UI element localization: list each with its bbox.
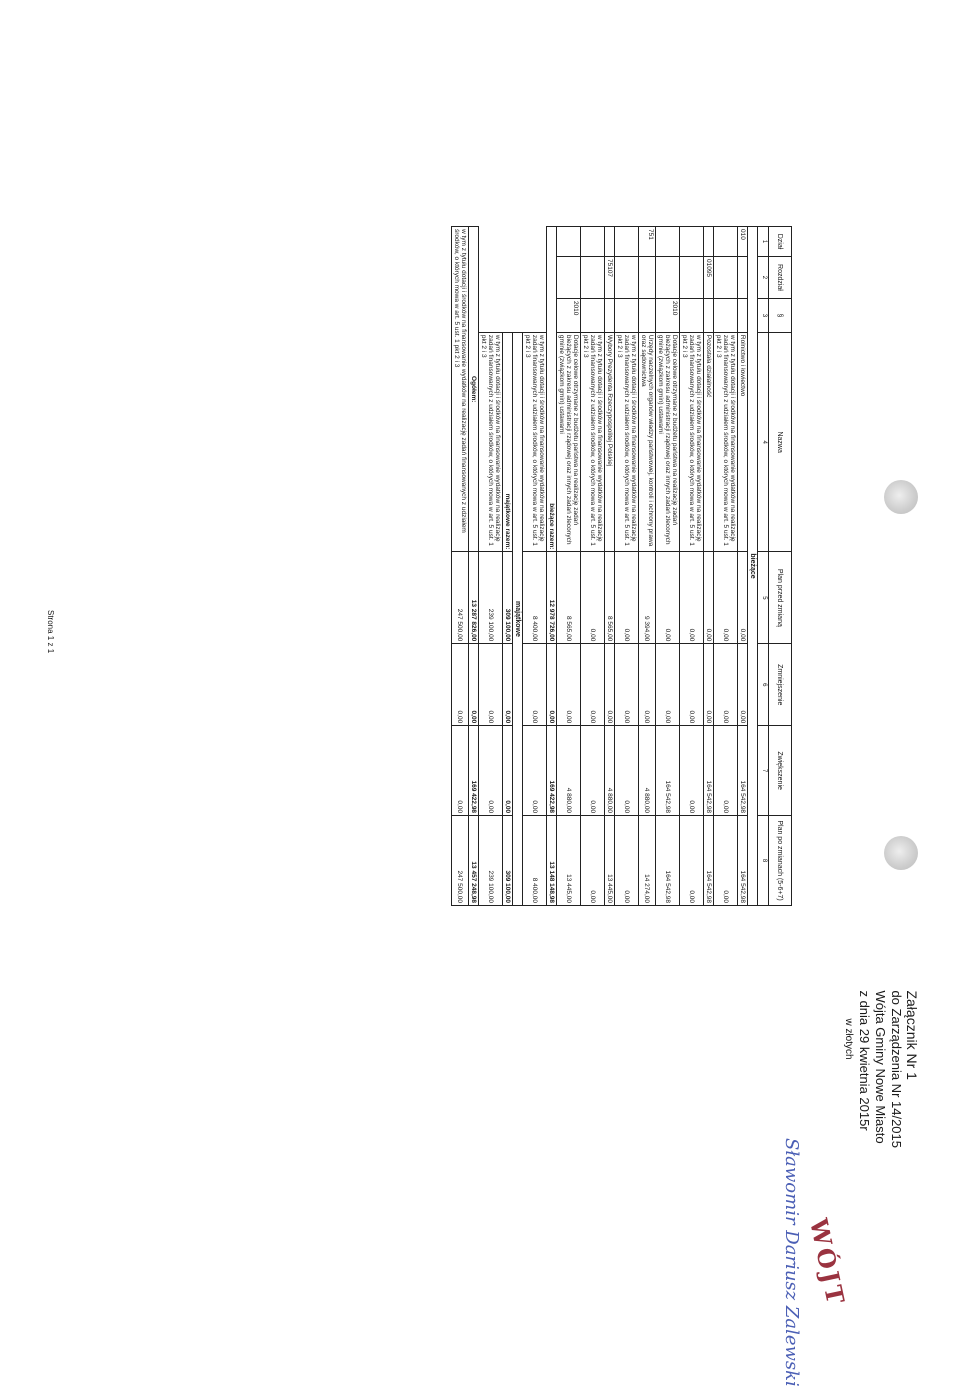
col-header: Plan po zmianach (5-6+7) [769,816,792,906]
col-header: § [769,298,792,332]
plan-before-cell: 0,00 [656,552,680,644]
name-cell: Rolnictwo i łowiectwo [738,332,748,552]
paragraph-cell [605,298,615,332]
name-cell: Pozostała działalność [704,332,714,552]
header-unit: w złotych [843,1018,854,1060]
plan-after-cell: 164 542,98 [656,816,680,906]
paragraph-cell [581,298,605,332]
current-total-row [547,227,557,906]
current-within-plan: 8 400,00 [523,552,547,644]
current-total-increase: 169 422,98 [547,726,557,816]
paragraph-cell [714,298,738,332]
property-within-decrease: 0,00 [479,644,503,726]
signature-name: Sławomir Dariusz Zalewski [781,1138,802,1387]
increase-cell: 4 880,00 [639,726,656,816]
spacer-cell [513,227,523,333]
increase-cell: 0,00 [714,726,738,816]
table-row [714,227,738,906]
dzial-cell [714,227,738,257]
section-current: bieżące [748,227,758,906]
decrease-cell: 0,00 [704,644,714,726]
grand-within-after: 247 500,00 [452,816,469,906]
plan-after-cell: 0,00 [680,816,704,906]
attachment-header [840,990,920,1148]
plan-before-cell: 8 565,00 [557,552,581,644]
header-line-2: do Zarządzenia Nr 14/2015 [889,990,904,1148]
current-within-after: 8 400,00 [523,816,547,906]
table-number-row [758,227,769,906]
header-line-1: Załącznik Nr 1 [904,990,920,1080]
page-footer: Strona 1 z 1 [46,610,55,654]
plan-after-cell: 0,00 [581,816,605,906]
property-within-increase: 0,00 [479,726,503,816]
spacer-cell [523,227,547,333]
col-number: 3 [758,298,769,332]
plan-before-cell: 9 394,00 [639,552,656,644]
grand-within-increase: 0,00 [452,726,469,816]
plan-before-cell: 0,00 [738,552,748,644]
table-row [615,227,639,906]
property-within-after: 239 100,00 [479,816,503,906]
header-line-4: z dnia 29 kwietnia 2015r [857,990,872,1131]
col-number: 6 [758,644,769,726]
current-total-after: 13 148 148,98 [547,816,557,906]
col-header: Dział [769,227,792,257]
property-total-row [503,227,513,906]
section-property: majątkowe [513,332,523,905]
col-header: Zmniejszenie [769,644,792,726]
grand-total-label: Ogółem: [469,227,479,552]
plan-after-cell: 14 274,00 [639,816,656,906]
rozdzial-cell: 01095 [704,256,714,298]
table-row [581,227,605,906]
name-cell: Dotacje celowe otrzymane z budżetu państwa na realizację zadań bieżących z zakresu administracji rządowej oraz innych zadań zleconych gminie (związkom gmin) ustawami [557,332,581,552]
plan-after-cell: 164 542,98 [704,816,714,906]
paragraph-cell: 2010 [656,298,680,332]
current-total-decrease: 0,00 [547,644,557,726]
increase-cell: 0,00 [615,726,639,816]
section-current-row [748,227,758,906]
col-header: Zwiększenie [769,726,792,816]
property-within-plan: 239 100,00 [479,552,503,644]
dzial-cell [615,227,639,257]
grand-within-plan: 247 500,00 [452,552,469,644]
decrease-cell: 0,00 [581,644,605,726]
current-within-label: w tym z tytułu dotacji i środków na finansowanie wydatków na realizację zadań finansowanych z udziałem środków, o których mowa w art. 5 ust. 1 pkt 2 i 3 [523,332,547,552]
decrease-cell: 0,00 [680,644,704,726]
col-number: 1 [758,227,769,257]
plan-before-cell: 0,00 [581,552,605,644]
col-number: 7 [758,726,769,816]
name-cell: w tym z tytułu dotacji i środków na finansowanie wydatków na realizację zadań finansowanych z udziałem środków, o których mowa w art. 5 ust. 1 pkt 2 i 3 [615,332,639,552]
dzial-cell: 751 [639,227,656,257]
dzial-cell [704,227,714,257]
section-property-row [513,227,523,906]
table-row [738,227,748,906]
col-header: Rozdział [769,256,792,298]
decrease-cell: 0,00 [615,644,639,726]
rozdzial-cell [581,256,605,298]
property-total-increase: 0,00 [503,726,513,816]
signature-title: WÓJT [804,1215,851,1310]
rozdzial-cell [680,256,704,298]
increase-cell: 164 542,98 [656,726,680,816]
current-within-decrease: 0,00 [523,644,547,726]
decrease-cell: 0,00 [656,644,680,726]
plan-before-cell: 8 565,00 [605,552,615,644]
rozdzial-cell [714,256,738,298]
plan-after-cell: 13 445,00 [557,816,581,906]
paragraph-cell [680,298,704,332]
increase-cell: 164 542,98 [738,726,748,816]
table-row [704,227,714,906]
table-row [557,227,581,906]
rozdzial-cell [615,256,639,298]
property-total-decrease: 0,00 [503,644,513,726]
spacer-cell [503,227,513,333]
plan-before-cell: 0,00 [704,552,714,644]
property-within-label: w tym z tytułu dotacji i środków na finansowanie wydatków na realizację zadań finansowanych z udziałem środków, o których mowa w art. 5 ust. 1 pkt 2 i 3 [479,332,503,552]
plan-before-cell: 0,00 [680,552,704,644]
table-row [639,227,656,906]
current-within-row [523,227,547,906]
grand-total-row [469,227,479,906]
plan-after-cell: 13 445,00 [605,816,615,906]
paragraph-cell [639,298,656,332]
name-cell: w tym z tytułu dotacji i środków na finansowanie wydatków na realizację zadań finansowanych z udziałem środków, o których mowa w art. 5 ust. 1 pkt 2 i 3 [581,332,605,552]
decrease-cell: 0,00 [639,644,656,726]
plan-before-cell: 0,00 [714,552,738,644]
rozdzial-cell [738,256,748,298]
rozdzial-cell [639,256,656,298]
rozdzial-cell [656,256,680,298]
property-within-row [479,227,503,906]
dzial-cell [557,227,581,257]
grand-total-plan: 13 287 826,00 [469,552,479,644]
plan-after-cell: 0,00 [615,816,639,906]
paragraph-cell: 2010 [557,298,581,332]
paragraph-cell [704,298,714,332]
paragraph-cell [738,298,748,332]
increase-cell: 4 880,00 [557,726,581,816]
decrease-cell: 0,00 [557,644,581,726]
decrease-cell: 0,00 [738,644,748,726]
dzial-cell: 010 [738,227,748,257]
property-total-label: majątkowe razem: [503,332,513,552]
decrease-cell: 0,00 [605,644,615,726]
col-number: 5 [758,552,769,644]
name-cell: w tym z tytułu dotacji i środków na finansowanie wydatków na realizację zadań finansowanych z udziałem środków, o których mowa w art. 5 ust. 1 pkt 2 i 3 [714,332,738,552]
plan-after-cell: 0,00 [714,816,738,906]
increase-cell: 0,00 [581,726,605,816]
current-total-plan: 12 978 726,00 [547,552,557,644]
name-cell: Wybory Prezydenta Rzeczypospolitej Polskiej [605,332,615,552]
increase-cell: 164 542,98 [704,726,714,816]
col-number: 2 [758,256,769,298]
dzial-cell [680,227,704,257]
grand-within-label: w tym z tytułu dotacji i środków na finansowanie wydatków na realizację zadań finansowanych z udziałem środków, o których mowa w art. 5 ust. 1 pkt 2 i 3 [452,227,469,552]
current-total-label: bieżące razem: [547,227,557,552]
name-cell: Urzędy naczelnych organów władzy państwowej, kontroli i ochrony prawa oraz sądownictwa [639,332,656,552]
spacer-cell [479,227,503,333]
dzial-cell [656,227,680,257]
table-header-row [769,227,792,906]
table-row [680,227,704,906]
name-cell: Dotacje celowe otrzymane z budżetu państwa na realizację zadań bieżących z zakresu administracji rządowej oraz innych zadań zleconych gminie (związkom gmin) ustawami [656,332,680,552]
rozdzial-cell: 75107 [605,256,615,298]
property-total-after: 309 100,00 [503,816,513,906]
table-body [557,227,748,906]
current-within-increase: 0,00 [523,726,547,816]
paragraph-cell [615,298,639,332]
property-total-plan: 309 100,00 [503,552,513,644]
dzial-cell [605,227,615,257]
grand-within-row [452,227,469,906]
budget-table [451,226,792,906]
increase-cell: 0,00 [680,726,704,816]
rozdzial-cell [557,256,581,298]
col-number: 4 [758,332,769,552]
decrease-cell: 0,00 [714,644,738,726]
header-line-3: Wójta Gminy Nowe Miasto [873,990,888,1144]
grand-total-after: 13 457 248,98 [469,816,479,906]
grand-total-increase: 169 422,98 [469,726,479,816]
col-header: Nazwa [769,332,792,552]
grand-within-decrease: 0,00 [452,644,469,726]
grand-total-decrease: 0,00 [469,644,479,726]
name-cell: w tym z tytułu dotacji i środków na finansowanie wydatków na realizację zadań finansowanych z udziałem środków, o których mowa w art. 5 ust. 1 pkt 2 i 3 [680,332,704,552]
table-row [605,227,615,906]
dzial-cell [581,227,605,257]
col-number: 8 [758,816,769,906]
plan-before-cell: 0,00 [615,552,639,644]
increase-cell: 4 880,00 [605,726,615,816]
col-header: Plan przed zmianą [769,552,792,644]
table-row [656,227,680,906]
plan-after-cell: 164 542,98 [738,816,748,906]
